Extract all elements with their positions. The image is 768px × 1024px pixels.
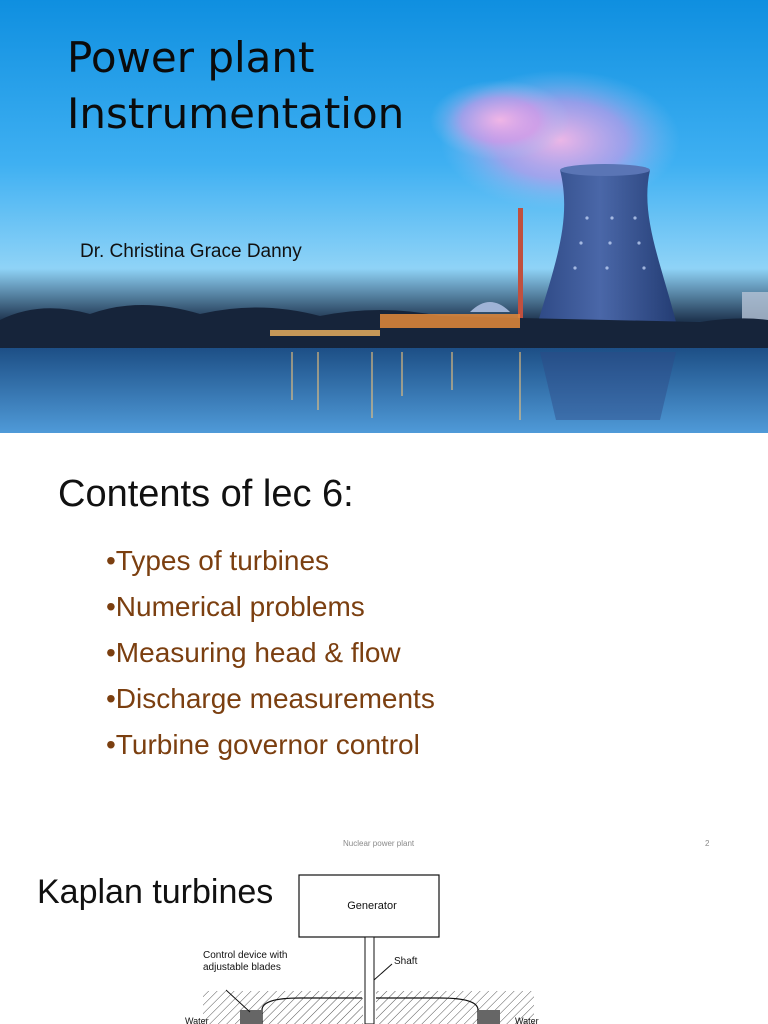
- adjustable-blades-label: adjustable blades: [203, 962, 281, 973]
- shaft-pointer-line: [374, 964, 392, 980]
- author-name: Dr. Christina Grace Danny: [80, 241, 302, 262]
- list-item: •Types of turbines: [106, 545, 330, 576]
- contents-list: [106, 538, 435, 768]
- blade-left: [240, 1010, 262, 1024]
- title-line-1: Power plant: [67, 33, 315, 82]
- water-label-right: Water: [515, 1016, 539, 1024]
- list-item: •Discharge measurements: [106, 683, 435, 714]
- presentation-title: [67, 30, 404, 142]
- water-label-left: Water: [185, 1016, 209, 1024]
- contents-slide: [0, 433, 768, 848]
- hatched-housing-right: [376, 991, 534, 1024]
- title-line-2: Instrumentation: [67, 89, 405, 138]
- slide-footer: Nuclear power plant: [343, 839, 415, 848]
- list-item: •Measuring head & flow: [106, 637, 401, 668]
- title-slide: [0, 0, 768, 433]
- kaplan-heading: Kaplan turbines: [37, 873, 274, 911]
- list-item: •Numerical problems: [106, 591, 365, 622]
- contents-heading: Contents of lec 6:: [58, 473, 354, 515]
- hatched-housing-left: [203, 991, 363, 1024]
- slide-number: 2: [705, 839, 710, 848]
- list-item: •Turbine governor control: [106, 729, 420, 760]
- generator-label: Generator: [347, 900, 397, 912]
- shaft-label: Shaft: [394, 956, 418, 967]
- blade-right: [478, 1010, 500, 1024]
- shaft: [365, 937, 374, 1024]
- control-device-label: Control device with: [203, 950, 288, 961]
